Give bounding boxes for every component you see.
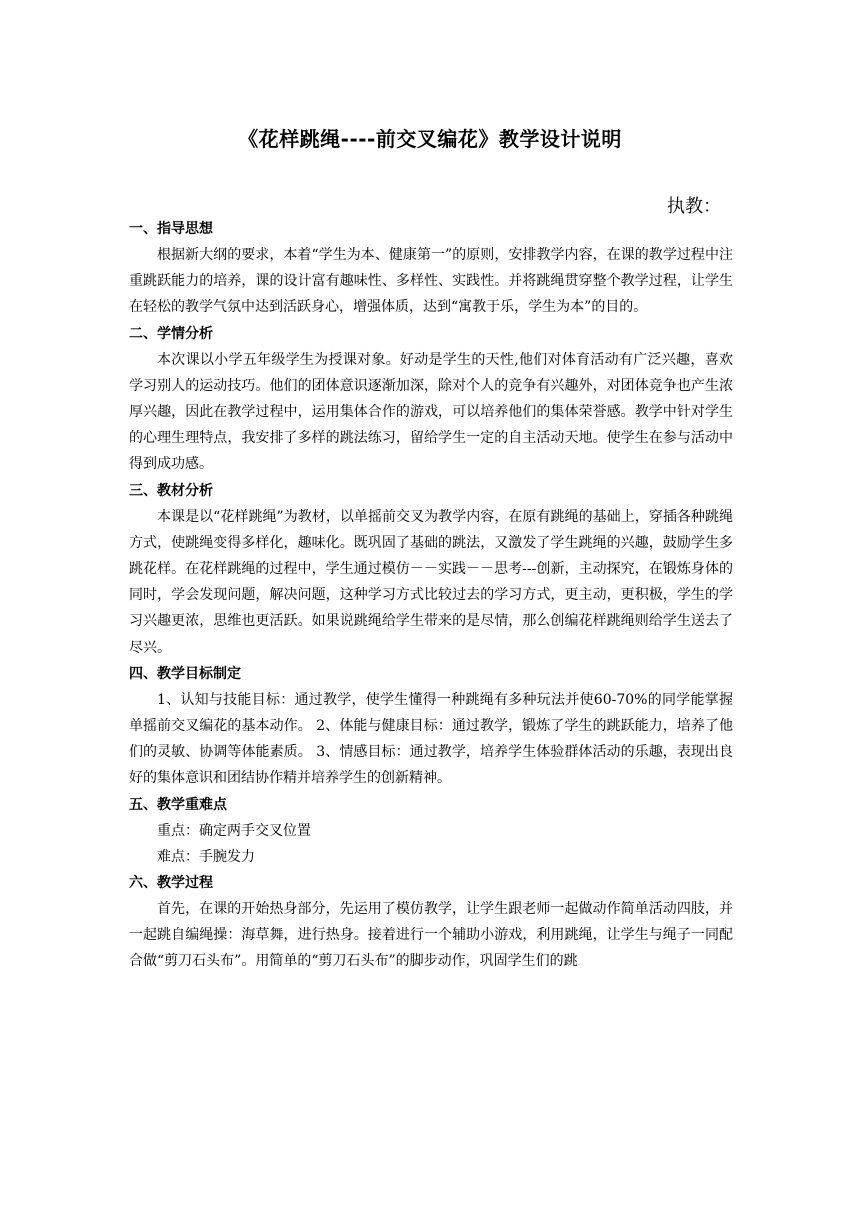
- section-student-analysis: [129, 321, 733, 478]
- section-teaching-objectives: [129, 661, 733, 792]
- section-heading: 六、教学过程: [129, 875, 213, 892]
- section-heading: 三、教材分析: [129, 482, 213, 499]
- teacher-label: 执教：: [667, 196, 721, 217]
- section-paragraph: 1、认知与技能目标：通过教学，使学生懂得一种跳绳有多种玩法并使60-70%的同学能掌握单摇前交叉编花的基本动作。 2、体能与健康目标：通过教学，锻炼了学生的跳跃能力，培养了他们的灵敏、协调等体能素质。 3、情感目标：通过教学，培养学生体验群体活动的乐趣，表现出良好的集体意识和团结协作精并培养学生的创新精神。: [129, 691, 733, 787]
- document-body: [129, 216, 733, 975]
- document-title: 《花样跳绳----前交叉编花》教学设计说明: [238, 127, 622, 151]
- section-heading: 五、教学重难点: [129, 796, 227, 813]
- difficulty-line: 难点：手腕发力: [157, 848, 255, 865]
- section-paragraph: 本课是以“花样跳绳”为教材，以单摇前交叉为教学内容，在原有跳绳的基础上，穿插各种跳绳方式，使跳绳变得多样化，趣味化。既巩固了基础的跳法，又激发了学生跳绳的兴趣，鼓励学生多跳花样。在花样跳绳的过程中，学生通过模仿－－实践－－思考---创新，主动探究，在锻炼身体的同时，学会发现问题，解决问题，这种学习方式比较过去的学习方式，更主动，更积极，学生的学习兴趣更浓，思维也更活跃。如果说跳绳给学生带来的是尽情，那么创编花样跳绳则给学生送去了尽兴。: [129, 508, 733, 656]
- section-paragraph: 首先，在课的开始热身部分，先运用了模仿教学，让学生跟老师一起做动作简单活动四肢，并一起跳自编绳操：海草舞，进行热身。接着进行一个辅助小游戏，利用跳绳，让学生与绳子一同配合做“剪刀石头布”。用简单的“剪刀石头布”的脚步动作，巩固学生们的跳: [129, 901, 733, 970]
- key-point-line: 重点：确定两手交叉位置: [157, 822, 311, 839]
- section-heading: 一、指导思想: [129, 221, 213, 237]
- section-teaching-process: [129, 870, 733, 975]
- section-key-difficulties: [129, 792, 733, 870]
- section-guiding-ideology: [129, 216, 733, 321]
- section-heading: 二、学情分析: [129, 325, 213, 342]
- section-material-analysis: [129, 478, 733, 661]
- section-paragraph: 根据新大纲的要求，本着“学生为本、健康第一”的原则，安排教学内容，在课的教学过程中注重跳跃能力的培养，课的设计富有趣味性、多样性、实践性。并将跳绳贯穿整个教学过程，让学生在轻松的教学气氛中达到活跃身心，增强体质，达到“寓教于乐，学生为本”的目的。: [129, 247, 733, 316]
- section-heading: 四、教学目标制定: [129, 665, 241, 682]
- section-paragraph: 本次课以小学五年级学生为授课对象。好动是学生的天性,他们对体育活动有广泛兴趣，喜欢学习别人的运动技巧。他们的团体意识逐渐加深，除对个人的竞争有兴趣外，对团体竞争也产生浓厚兴趣，因此在教学过程中，运用集体合作的游戏，可以培养他们的集体荣誉感。教学中针对学生的心理生理特点，我安排了多样的跳法练习，留给学生一定的自主活动天地。使学生在参与活动中得到成功感。: [129, 351, 733, 473]
